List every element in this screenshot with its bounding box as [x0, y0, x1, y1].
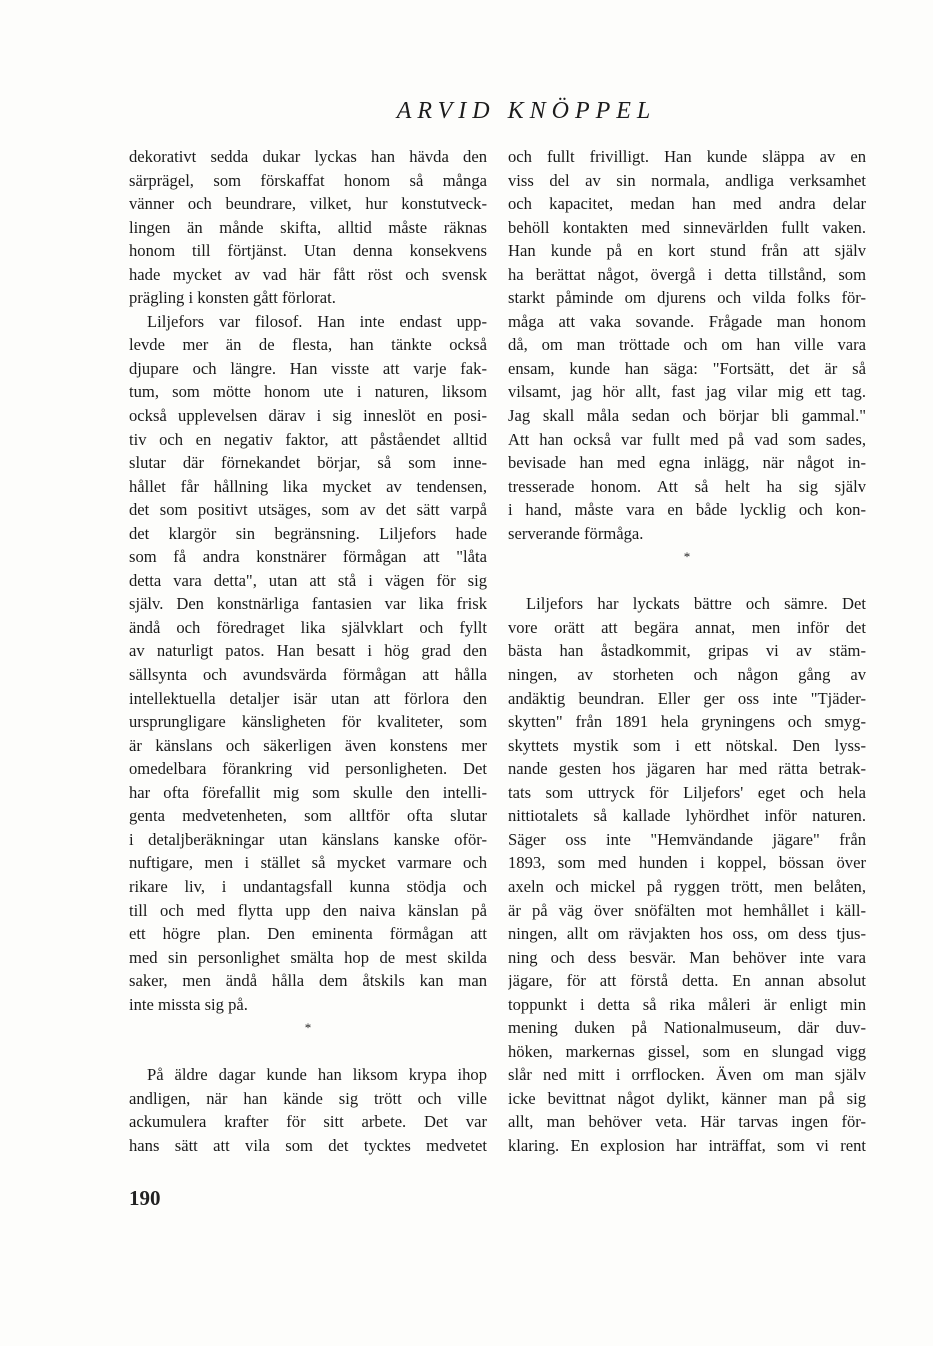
text-line: skytten" från 1891 hela gryningens och smyg-	[508, 712, 866, 732]
text-line: särprägel, som förskaffat honom så många	[129, 170, 487, 190]
text-line: slår ned mitt i orrflocken. Även om man själv	[508, 1065, 866, 1085]
text-line: höken, markernas gissel, som en slungad vigg	[508, 1041, 866, 1061]
text-line: nuftigare, men i stället så mycket varmare och	[129, 853, 487, 873]
text-line: toppunkt i detta så rika måleri är enligt min	[508, 994, 866, 1014]
page-number: 190	[129, 1186, 161, 1210]
spacer	[129, 1040, 487, 1064]
text-line: rikare liv, i undantagsfall kunna stödja och	[129, 876, 487, 896]
right-paragraph-1	[508, 145, 866, 545]
text-line: också upplevelsen därav i sig inneslöt en posi-	[129, 406, 487, 426]
text-line: starkt påminde om djurens och vilda folks för-	[508, 288, 866, 308]
text-line: tresserade honom. Att så helt ha sig själv	[508, 476, 866, 496]
text-line: ackumulera krafter för sitt arbete. Det var	[129, 1112, 487, 1132]
text-line: viss del av sin normala, andliga verksamhet	[508, 170, 866, 190]
text-line: andäktig beundran. Eller ger oss inte "Tjäder-	[508, 688, 866, 708]
text-line: i detaljberäkningar utan känslans kanske oför-	[129, 829, 487, 849]
text-line: som få andra konstnärer förmågan att "låta	[129, 547, 487, 567]
text-line: ning och dess besvär. Man behöver inte vara	[508, 947, 866, 967]
text-line: prägling i konsten gått förlorat.	[129, 288, 336, 308]
text-line: och kapacitet, medan han med andra delar	[508, 194, 866, 214]
text-line: då, om man tröttade och om han ville vara	[508, 335, 866, 355]
text-line: omedelbara förankring vid personligheten. Det	[129, 759, 487, 779]
text-line: till och med flytta upp den naiva känslan på	[129, 900, 487, 920]
text-line: vilsamt, jag hör allt, fast jag vilar mig ett tag.	[508, 382, 866, 402]
text-line: tum, som mötte honom ute i naturen, liksom	[129, 382, 487, 402]
text-line: djupare och längre. Han visste att varje fak-	[129, 358, 487, 378]
text-line: klaring. En explosion har inträffat, som vi rent	[508, 1135, 866, 1155]
left-column	[129, 145, 487, 1158]
text-line: vänner och beundrare, vilket, hur konstutveck-	[129, 194, 487, 214]
text-line: skyttets mystik som i ett nötskal. Den lyss-	[508, 735, 866, 755]
text-line: med sin personlighet smälta hop de mest skilda	[129, 947, 487, 967]
text-line: hållet får hållning lika mycket av tendensen,	[129, 476, 487, 496]
text-line: saker, men ändå hålla dem åtskils kan man	[129, 971, 487, 991]
text-line: ha berättat något, övergå i detta tillstånd, som	[508, 264, 866, 284]
text-line: tats som uttryck för Liljefors' eget och hela	[508, 782, 866, 802]
text-line: vore orätt att begära annat, men inför det	[508, 617, 866, 637]
text-line: detta vara detta", utan att stå i vägen för sig	[129, 570, 487, 590]
text-line: ensam, kunde han säga: "Fortsätt, det är så	[508, 358, 866, 378]
text-line: Han kunde på en kort stund från att själv	[508, 241, 866, 261]
text-line: andligen, när han kände sig trött och ville	[129, 1088, 487, 1108]
left-paragraph-3	[129, 1063, 487, 1157]
text-line: bästa han åstadkommit, gripas vi av stäm-	[508, 641, 866, 661]
text-line: nande gesten hos jägaren har med rätta betrak-	[508, 759, 866, 779]
text-line: Att han också var fullt med på vad som sades,	[508, 429, 866, 449]
text-line: 1893, som med hunden i koppel, bössan över	[508, 853, 866, 873]
spacer	[508, 569, 866, 593]
text-line: axeln och mickel på ryggen trött, men belåten,	[508, 876, 866, 896]
text-line: är på väg över snöfälten mot hemhållet i käll-	[508, 900, 866, 920]
text-line: jägare, för att förstå detta. En annan absolut	[508, 971, 866, 991]
text-line: honom till förtjänst. Utan denna konsekvens	[129, 241, 487, 261]
text-line: det som positivt utsäges, som av det sätt varpå	[129, 500, 487, 520]
text-line: mening duken på Nationalmuseum, där duv-	[508, 1018, 866, 1038]
text-line: själv. Den konstnärliga fantasien var lika frisk	[129, 594, 487, 614]
text-line: ningen, av storheten och någon gång av	[508, 665, 866, 685]
text-line: Liljefors var filosof. Han inte endast upp-	[147, 311, 487, 331]
running-title: ARVID KNÖPPEL	[396, 98, 657, 124]
text-line: inte missta sig på.	[129, 994, 248, 1014]
text-line: Säger oss inte "Hemvändande jägare" från	[508, 829, 866, 849]
text-line: ändå och föredraget lika självklart och fyllt	[129, 617, 487, 637]
text-line: ursprungligare känsligheten för kvaliteter, som	[129, 712, 487, 732]
text-line: På äldre dagar kunde han liksom krypa ihop	[147, 1065, 487, 1085]
text-line: hade mycket av vad här fått röst och svensk	[129, 264, 487, 284]
text-line: och fullt frivilligt. Han kunde släppa av en	[508, 147, 866, 166]
text-line: tiv och en negativ faktor, att påståendet alltid	[129, 429, 487, 449]
section-separator: *	[304, 1020, 312, 1036]
text-line: har ofta förefallit mig som skulle den intelli-	[129, 782, 487, 802]
text-line: bevisade han med egna inlägg, när något in-	[508, 453, 866, 473]
text-line: Jag skall måla sedan och börjar bli gammal."	[508, 406, 866, 426]
text-line: icke bevittnat något dylikt, känner man på sig	[508, 1088, 866, 1108]
text-line: är känslans och säkerligen även konstens mer	[129, 735, 487, 755]
left-paragraph-2	[129, 310, 487, 1016]
left-paragraph-1	[129, 145, 487, 310]
text-line: måga att vaka sovande. Frågade man honom	[508, 311, 866, 331]
text-line: slutar där förnekandet börjar, så som inne-	[129, 453, 487, 473]
text-line: i hand, måste vara en både lycklig och kon-	[508, 500, 866, 520]
text-line: allt, man behöver veta. Här tarvas ingen för-	[508, 1112, 866, 1132]
section-separator: *	[683, 549, 691, 565]
text-line: Liljefors har lyckats bättre och sämre. Det	[526, 594, 866, 614]
text-line: nittiotalets så kallade lyhördhet inför naturen.	[508, 806, 866, 826]
text-line: ett högre plan. Den eminenta förmågan att	[129, 924, 487, 944]
text-line: ningen, allt om rävjakten hos oss, om dess tjus-	[508, 924, 866, 944]
text-line: hans sätt att vila som det tycktes medvetet	[129, 1135, 487, 1155]
text-line: lingen än månde skifta, alltid måste räknas	[129, 217, 487, 237]
text-line: genta medvetenheten, som alltför ofta slutar	[129, 806, 487, 826]
text-line: dekorativt sedda dukar lyckas han hävda den	[129, 147, 487, 166]
right-paragraph-2	[508, 592, 866, 1157]
text-line: sällsynta och avundsvärda förmågan att hålla	[129, 665, 487, 685]
text-line: det klargör sin begränsning. Liljefors hade	[129, 523, 487, 543]
text-line: av naturligt patos. Han besatt i hög grad den	[129, 641, 487, 661]
text-line: serverande förmåga.	[508, 523, 644, 543]
text-line: behöll kontakten med sinnevärlden fullt vaken.	[508, 217, 866, 237]
text-line: intellektuella detaljer isär utan att förlora den	[129, 688, 487, 708]
text-line: levde mer än de flesta, han tänkte också	[129, 335, 487, 355]
right-column	[508, 145, 866, 1158]
